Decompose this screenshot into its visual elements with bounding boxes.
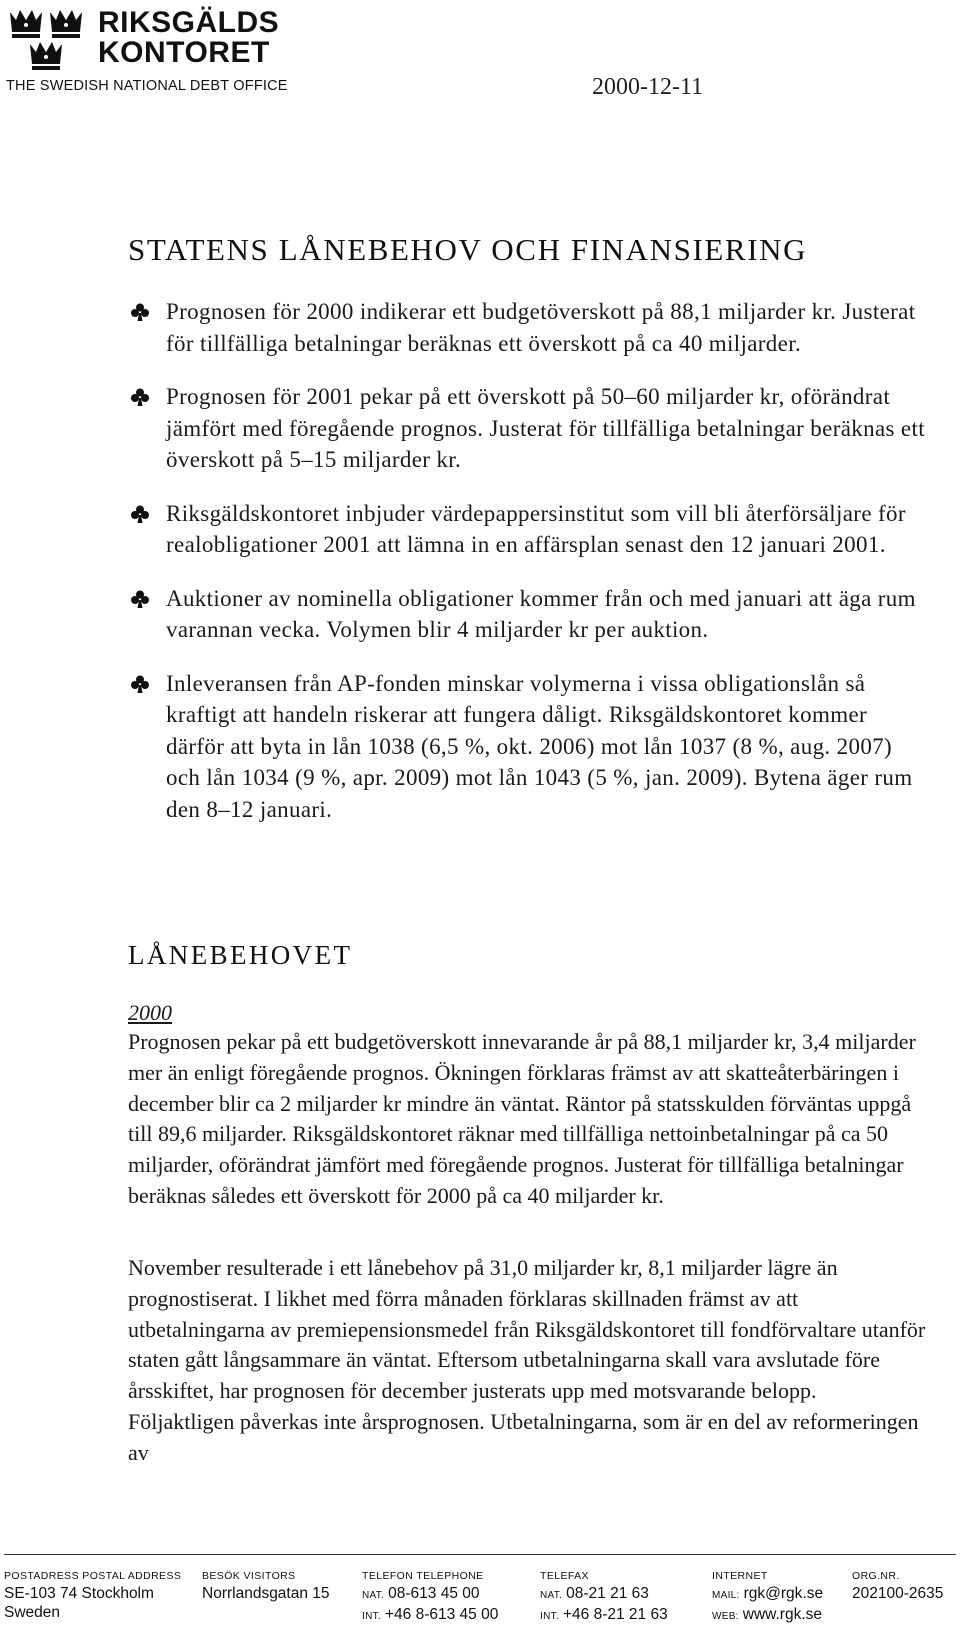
paragraph: Prognosen pekar på ett budgetöverskott innevarande år på 88,1 miljarder kr, 3,4 miljarder mer än enligt föregående prognos. Ökningen förklaras främst av att skatteåterbäringen i december blir ca 2 miljarder kr mindre än väntat. Räntor på statsskulden förväntas uppgå till 89,6 miljarder. Riksgäldskontoret räknar med tillfälliga nettoinbetalningar på ca 50 miljarder, oförändrat jämfört med föregående prognos. Justerat för tillfälliga betalningar beräknas således ett överskott för 2000 på ca 40 miljarder kr. [128,1029,916,1208]
footer-value: Norrlandsgatan 15 [202,1585,330,1602]
club-bullet-icon [130,674,150,694]
bullet-text: Prognosen för 2001 pekar på ett överskott på 50–60 miljarder kr, oförändrat jämfört med föregående prognos. Justerat för tillfälliga betalningar beräknas ett överskott på 5–15 miljarder kr. [166,384,925,472]
footer-heading: INTERNET [712,1570,768,1582]
brand-line-1: RIKSGÄLDS [98,6,280,39]
list-item [128,381,928,476]
footer-value [540,1584,668,1605]
club-bullet-icon [130,302,150,322]
list-item [128,583,928,646]
section-title: LÅNEBEHOVET [128,940,353,970]
footer-value [712,1605,823,1626]
footer-value [362,1605,498,1626]
club-bullet-icon [130,504,150,524]
footer-heading: TELEFAX [540,1570,589,1582]
footer-heading: POSTADRESS POSTAL ADDRESS [4,1570,182,1582]
footer-value [362,1584,498,1605]
document-date: 2000-12-11 [592,74,704,100]
list-item [128,296,928,359]
footer-visitors [202,1568,330,1603]
list-item [128,498,928,561]
footer-label: INT. [540,1611,559,1622]
footer-label: WEB: [712,1611,739,1622]
footer-label: NAT. [540,1590,563,1601]
footer-label: MAIL: [712,1590,740,1601]
brand-subtitle: THE SWEDISH NATIONAL DEBT OFFICE [6,78,288,94]
bullet-text: Inleveransen från AP-fonden minskar volymerna i vissa obligationslån så kraftigt att handeln riskerar att fungera dåligt. Riksgäldskontoret kommer därför att byta in lån 1038 (6,5 %, okt. 2006) mot lån 1037 (8 %, aug. 2007) och lån 1034 (9 %, apr. 2009) mot lån 1043 (5 %, jan. 2009). Bytena äger rum den 8–12 januari. [166,670,913,822]
page-title: STATENS LÅNEBEHOV OCH FINANSIERING [128,232,808,267]
footer-heading: TELEFON TELEPHONE [362,1570,484,1582]
footer-divider [4,1554,956,1555]
brand-line-2: KONTORET [98,36,270,69]
footer-value [540,1605,668,1626]
fax-nat: 08-21 21 63 [566,1585,649,1602]
list-item [128,668,928,826]
club-bullet-icon [130,387,150,407]
footer-postal [4,1568,181,1622]
footer-label: NAT. [362,1590,385,1601]
footer-org-number [852,1568,943,1603]
paragraph: November resulterade i ett lånebehov på 31,0 miljarder kr, 8,1 miljarder lägre än prognostiserat. I likhet med förra månaden förklaras skillnaden främst av att utbetalningarna av premiepensionsmedel från Riksgäldskontoret till fondförvaltare utanför staten gått långsammare än väntat. Eftersom utbetalningarna skall vara avslutade före årsskiftet, har prognosen för december justerats upp med motsvarande belopp. Följaktligen påverkas inte årsprognosen. Utbetalningarna, som är en del av reformeringen av [128,1255,926,1465]
bullet-text: Prognosen för 2000 indikerar ett budgetöverskott på 88,1 miljarder kr. Justerat för tillfälliga betalningar beräknas ett överskott på ca 40 miljarder. [166,299,916,356]
phone-int: +46 8-613 45 00 [384,1606,499,1623]
summary-bullets [128,296,928,847]
email-link[interactable]: rgk@rgk.se [743,1585,824,1602]
bullet-text: Auktioner av nominella obligationer kommer från och med januari att äga rum varannan vecka. Volymen blir 4 miljarder kr per auktion. [166,585,916,642]
footer-value: SE-103 74 Stockholm [4,1585,154,1602]
brand-name [98,8,279,68]
footer-internet [712,1568,823,1626]
footer-value: Sweden [4,1604,61,1621]
footer-telephone [362,1568,498,1626]
footer-label: INT. [362,1611,381,1622]
website-link[interactable]: www.rgk.se [742,1606,823,1623]
footer-value [712,1584,823,1605]
fax-int: +46 8-21 21 63 [562,1606,668,1623]
club-bullet-icon [130,589,150,609]
phone-nat: 08-613 45 00 [388,1585,480,1602]
footer-telefax [540,1568,668,1626]
footer [0,1554,960,1639]
footer-value: 202100-2635 [852,1585,944,1602]
crown-emblem-icon [6,6,88,76]
footer-heading: BESÖK VISITORS [202,1570,296,1582]
footer-heading: ORG.NR. [852,1570,900,1582]
logo [6,6,296,96]
bullet-text: Riksgäldskontoret inbjuder värdepappersinstitut som vill bli återförsäljare för realobligationer 2001 att lämna in en affärsplan senast den 12 januari 2001. [166,500,906,557]
section-subheading: 2000 [128,1000,172,1025]
